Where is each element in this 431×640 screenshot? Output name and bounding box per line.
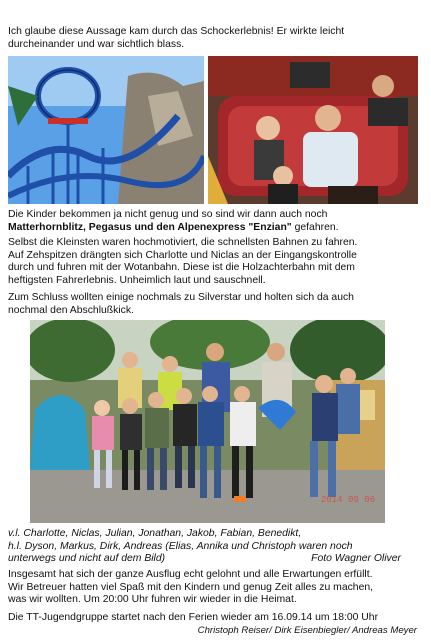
summary-line-2: Wir Betreuer hatten viel Spaß mit den Kindern und genug Zeit alles zu machen, — [8, 581, 374, 593]
caption-line-1: v.l. Charlotte, Niclas, Julian, Jonathan, Jakob, Fabian, Benedikt, — [8, 528, 302, 539]
intro-text — [8, 26, 426, 51]
silverstar-paragraph — [8, 292, 426, 317]
silverstar-line-1: Zum Schluss wollten einige nochmals zu Silverstar und holten sich da auch — [8, 292, 354, 303]
photo-datestamp: 2014 09 06 — [320, 495, 375, 505]
authors: Christoph Reiser/ Dirk Eisenbiegler/ Andreas Meyer — [197, 625, 417, 636]
motivation-line-4: heftigsten Fahrerlebnis. Unheimlich laut und sauschnell. — [8, 274, 266, 286]
intro-line-2: durcheinander und war sichtlich blass. — [8, 38, 185, 50]
group-photo — [30, 320, 385, 523]
caption-line-2: h.l. Dyson, Markus, Dirk, Andreas (Elias, Annika und Christoph waren noch — [8, 540, 353, 552]
motivation-line-1: Selbst die Kleinsten waren hochmotiviert, die schnellsten Bahnen zu fahren. — [8, 237, 358, 248]
rides-names: Matterhornblitz, Pegasus und den Alpenexpress "Enzian" — [8, 221, 292, 233]
motivation-paragraph — [8, 237, 426, 287]
silverstar-line-2: nochmal den Abschlußkick. — [8, 304, 134, 316]
next-meeting-paragraph — [8, 612, 426, 625]
summary-line-1: Insgesamt hat sich der ganze Ausflug echt gelohnt und alle Erwartungen erfüllt. — [8, 569, 373, 580]
motivation-line-2: Auf Zehspitzen drängten sich Charlotte und Niclas an der Eingangskontrolle — [8, 249, 357, 261]
summary-paragraph — [8, 569, 426, 607]
next-meeting-line: Die TT-Jugendgruppe startet nach den Ferien wieder am 16.09.14 um 18:00 Uhr — [8, 612, 379, 623]
summary-line-3: was wir wollten. Um 20:00 Uhr fuhren wir wieder in die Heimat. — [8, 594, 297, 606]
caption-line-3: unterwegs und nicht auf dem Bild) — [8, 553, 166, 565]
photo-credit: Foto Wagner Oliver — [311, 553, 401, 564]
rides-paragraph — [8, 209, 426, 234]
rollercoaster-photo — [8, 56, 204, 204]
ride-photo — [208, 56, 418, 204]
rides-line-1: Die Kinder bekommen ja nicht genug und so sind wir dann auch noch — [8, 209, 328, 220]
motivation-line-3: durch und fuhren mit der Wotanbahn. Diese ist die Holzachterbahn mit dem — [8, 262, 355, 274]
rides-line-2-end: gefahren. — [291, 221, 339, 233]
intro-line-1: Ich glaube diese Aussage kam durch das Schockerlebnis! Er wirkte leicht — [8, 26, 345, 37]
